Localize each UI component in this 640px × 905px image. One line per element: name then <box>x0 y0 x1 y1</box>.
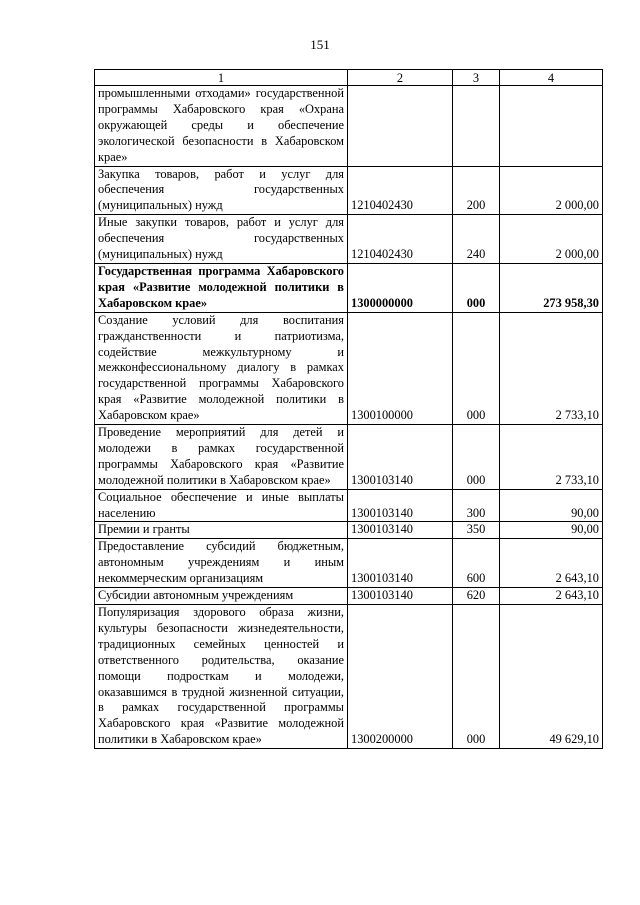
table-row <box>95 312 603 424</box>
expense-type: 000 <box>453 605 500 749</box>
amount: 90,00 <box>500 489 603 522</box>
expense-type: 240 <box>453 215 500 264</box>
expense-type: 350 <box>453 522 500 539</box>
item-name: Субсидии автономным учреждениям <box>95 588 348 605</box>
amount: 49 629,10 <box>500 605 603 749</box>
target-code: 1300103140 <box>348 588 453 605</box>
item-name: Социальное обеспечение и иные выплаты населению <box>95 489 348 522</box>
table-row <box>95 522 603 539</box>
table-row <box>95 263 603 312</box>
item-name: промышленными отходами» государственной программы Хабаровского края «Охрана окружающей среды и обеспечение экологической безопасности в Хабаровском крае» <box>95 86 348 167</box>
target-code: 1300103140 <box>348 539 453 588</box>
table-row <box>95 425 603 490</box>
amount: 2 643,10 <box>500 539 603 588</box>
table-row <box>95 539 603 588</box>
item-name: Популяризация здорового образа жизни, культуры безопасности жизнедеятельности, традиционных семейных ценностей и ответственного родительства, оказание помощи подросткам и молодежи, оказавшимся в трудной жизненной ситуации, в рамках государственной программы Хабаровского края «Развитие молодежной политики в Хабаровском крае» <box>95 605 348 749</box>
column-header-1: 1 <box>95 70 348 86</box>
item-name: Создание условий для воспитания гражданственности и патриотизма, содействие межкультурному и межконфессиональному диалогу в рамках государственной программы Хабаровского края «Развитие молодежной политики в Хабаровском крае» <box>95 312 348 424</box>
amount: 273 958,30 <box>500 263 603 312</box>
item-name: Закупка товаров, работ и услуг для обеспечения государственных (муниципальных) нужд <box>95 166 348 215</box>
amount: 2 733,10 <box>500 425 603 490</box>
target-code: 1300103140 <box>348 425 453 490</box>
column-header-2: 2 <box>348 70 453 86</box>
item-name: Иные закупки товаров, работ и услуг для обеспечения государственных (муниципальных) нужд <box>95 215 348 264</box>
amount: 2 733,10 <box>500 312 603 424</box>
target-code: 1300103140 <box>348 522 453 539</box>
table-row <box>95 588 603 605</box>
table-row <box>95 166 603 215</box>
expense-type: 300 <box>453 489 500 522</box>
column-header-3: 3 <box>453 70 500 86</box>
expense-type: 620 <box>453 588 500 605</box>
target-code: 1300103140 <box>348 489 453 522</box>
item-name: Предоставление субсидий бюджетным, автономным учреждениям и иным некоммерческим организациям <box>95 539 348 588</box>
expense-type <box>453 86 500 167</box>
page-number: 151 <box>310 37 330 52</box>
amount <box>500 86 603 167</box>
column-header-4: 4 <box>500 70 603 86</box>
table-row <box>95 215 603 264</box>
table-row <box>95 489 603 522</box>
target-code: 1300000000 <box>348 263 453 312</box>
item-name: Проведение мероприятий для детей и молодежи в рамках государственной программы Хабаровского края «Развитие молодежной политики в Хабаровском крае» <box>95 425 348 490</box>
amount: 90,00 <box>500 522 603 539</box>
table-row <box>95 86 603 167</box>
table-header-row <box>95 70 603 86</box>
target-code: 1300200000 <box>348 605 453 749</box>
expense-type: 000 <box>453 312 500 424</box>
target-code: 1210402430 <box>348 166 453 215</box>
budget-table <box>94 69 603 749</box>
expense-type: 000 <box>453 263 500 312</box>
target-code: 1210402430 <box>348 215 453 264</box>
item-name: Премии и гранты <box>95 522 348 539</box>
expense-type: 600 <box>453 539 500 588</box>
target-code: 1300100000 <box>348 312 453 424</box>
expense-type: 000 <box>453 425 500 490</box>
amount: 2 000,00 <box>500 215 603 264</box>
table-row <box>95 605 603 749</box>
expense-type: 200 <box>453 166 500 215</box>
amount: 2 000,00 <box>500 166 603 215</box>
target-code <box>348 86 453 167</box>
item-name: Государственная программа Хабаровского края «Развитие молодежной политики в Хабаровском крае» <box>95 263 348 312</box>
amount: 2 643,10 <box>500 588 603 605</box>
